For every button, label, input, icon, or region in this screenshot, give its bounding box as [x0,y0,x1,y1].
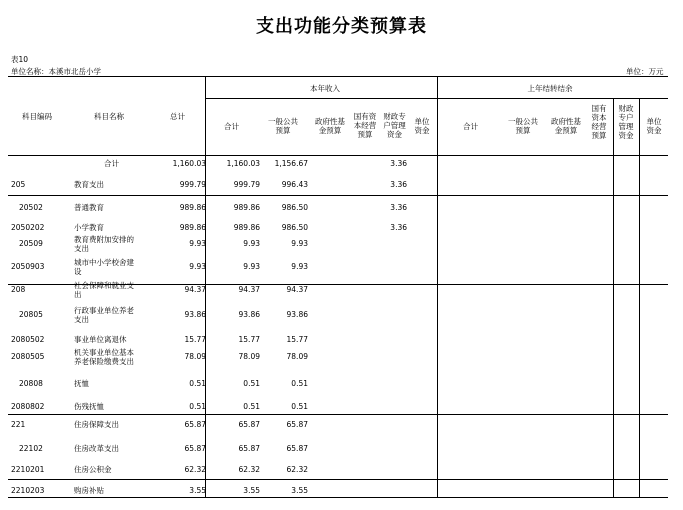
header-sum: 合计 [224,122,239,131]
row-name: 机关事业单位基本养老保险缴费支出 [74,348,134,366]
row-code: 221 [11,420,26,429]
row-sum: 0.51 [243,379,260,388]
row-code: 22102 [19,444,43,453]
row-general: 986.50 [281,203,308,212]
row-name: 事业单位离退休 [74,335,127,344]
row-total: 9.93 [189,239,206,248]
unit-label: 单位：万元 [626,67,664,76]
table-number: 表10 [11,55,29,64]
row-name: 小学教育 [74,223,104,232]
row-code: 2080502 [11,335,45,344]
row-name: 住房改革支出 [74,444,119,453]
row-code: 2050903 [11,262,45,271]
row-code: 2210203 [11,486,45,495]
header-unit-fund: 单位资金 [414,117,430,135]
row-total: 15.77 [184,335,206,344]
header-last-unit-fund: 单位资金 [646,117,662,135]
row-total: 0.51 [189,402,206,411]
header-current-year: 本年收入 [310,84,340,93]
row-general: 986.50 [281,223,308,232]
row-name: 城市中小学校舍建设 [74,258,134,276]
row-total: 9.93 [189,262,206,271]
row-code: 20509 [19,239,43,248]
row-code: 2080505 [11,352,45,361]
page-title: 支出功能分类预算表 [256,16,427,37]
header-last-special: 财政专户管理资金 [618,104,634,140]
row-general: 9.93 [291,239,308,248]
header-fund: 政府性基金预算 [315,117,345,135]
row-general: 62.32 [286,465,308,474]
row-general: 65.87 [286,444,308,453]
row-total: 0.51 [189,379,206,388]
row-sum: 9.93 [243,262,260,271]
row-special: 3.36 [390,223,407,232]
row-general: 78.09 [286,352,308,361]
row-general: 15.77 [286,335,308,344]
row-name: 社会保障和就业支出 [74,281,134,299]
row-total: 94.37 [184,285,206,294]
row-name: 住房公积金 [74,465,112,474]
row-name: 抚恤 [74,379,89,388]
row-general: 94.37 [286,285,308,294]
row-general: 1,156.67 [274,159,308,168]
header-general: 一般公共预算 [268,117,298,135]
header-last-general: 一般公共预算 [508,117,538,135]
row-code: 20808 [19,379,43,388]
header-last-state: 国有资本经营预算 [591,104,607,140]
row-sum: 65.87 [238,420,260,429]
row-sum: 94.37 [238,285,260,294]
header-last-year: 上年结转结余 [527,84,573,93]
row-code: 205 [11,180,26,189]
row-sum: 93.86 [238,310,260,319]
row-name: 行政事业单位养老支出 [74,306,134,324]
row-total: 65.87 [184,444,206,453]
row-general: 996.43 [281,180,308,189]
row-code: 20805 [19,310,43,319]
header-special: 财政专户管理资金 [383,112,406,139]
row-code: 2210201 [11,465,45,474]
row-total: 93.86 [184,310,206,319]
row-general: 9.93 [291,262,308,271]
row-special: 3.36 [390,180,407,189]
row-total: 1,160.03 [172,159,206,168]
row-code: 2080802 [11,402,45,411]
row-name: 购房补贴 [74,486,104,495]
row-sum: 65.87 [238,444,260,453]
row-total: 78.09 [184,352,206,361]
row-name: 合计 [104,159,119,168]
row-total: 3.55 [189,486,206,495]
unit-name: 单位名称：本溪市北岳小学 [11,67,101,76]
row-sum: 989.86 [233,203,260,212]
row-general: 0.51 [291,379,308,388]
row-general: 93.86 [286,310,308,319]
header-state: 国有资本经营预算 [353,112,377,139]
row-sum: 989.86 [233,223,260,232]
row-name: 普通教育 [74,203,104,212]
row-total: 65.87 [184,420,206,429]
header-name: 科目名称 [94,112,124,121]
row-name: 伤残抚恤 [74,402,104,411]
row-name: 教育支出 [74,180,104,189]
row-special: 3.36 [390,203,407,212]
row-general: 0.51 [291,402,308,411]
row-sum: 0.51 [243,402,260,411]
row-total: 62.32 [184,465,206,474]
header-total: 总计 [170,112,185,121]
row-sum: 1,160.03 [226,159,260,168]
row-sum: 62.32 [238,465,260,474]
row-special: 3.36 [390,159,407,168]
row-code: 2050202 [11,223,45,232]
row-name: 教育费附加安排的支出 [74,235,134,253]
header-code: 科目编码 [22,112,52,121]
row-sum: 9.93 [243,239,260,248]
row-general: 3.55 [291,486,308,495]
row-total: 989.86 [179,203,206,212]
row-general: 65.87 [286,420,308,429]
row-sum: 999.79 [233,180,260,189]
header-last-sum: 合计 [463,122,478,131]
row-sum: 78.09 [238,352,260,361]
row-code: 20502 [19,203,43,212]
header-last-fund: 政府性基金预算 [551,117,581,135]
row-total: 999.79 [179,180,206,189]
row-sum: 15.77 [238,335,260,344]
row-code: 208 [11,285,26,294]
row-sum: 3.55 [243,486,260,495]
row-name: 住房保障支出 [74,420,119,429]
row-total: 989.86 [179,223,206,232]
